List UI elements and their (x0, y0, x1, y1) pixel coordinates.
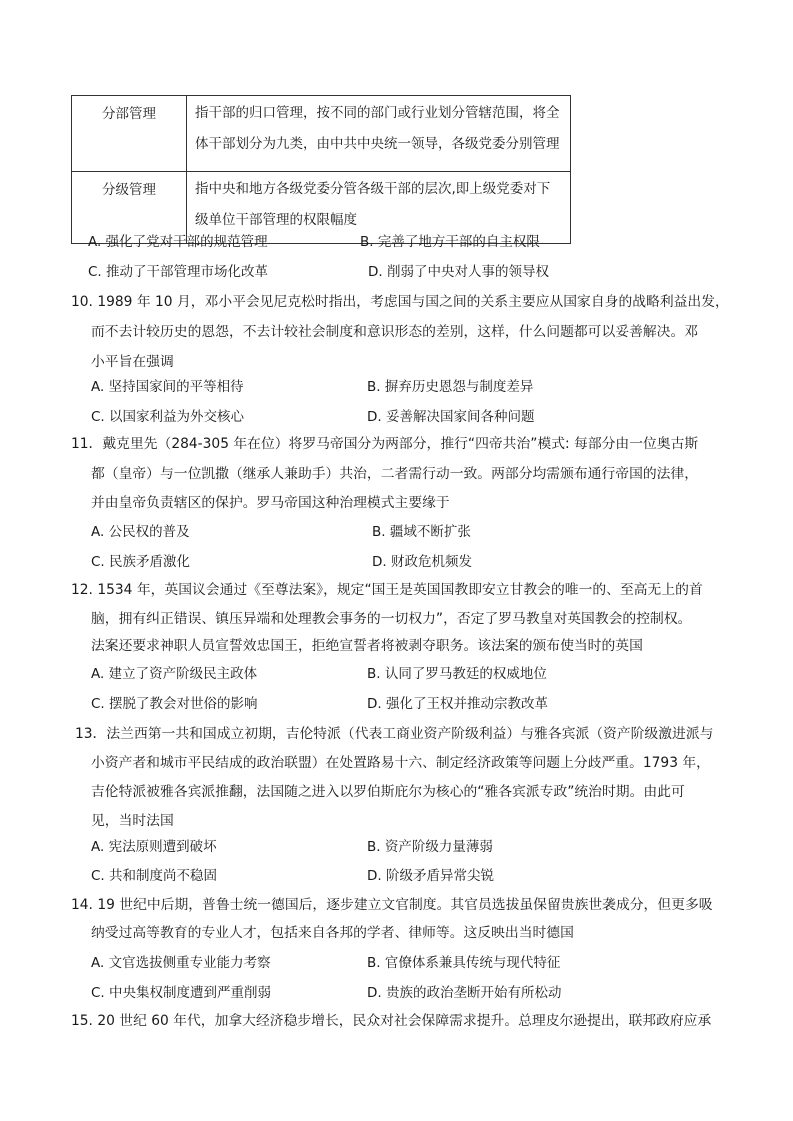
q11-option-c[interactable]: C. 民族矛盾激化 (91, 554, 191, 570)
table-row (72, 96, 571, 172)
question-line: 法案还要求神职人员宣誓效忠国王，拒绝宣誓者将被剥夺职务。该法案的颁布使当时的英国 (91, 638, 643, 654)
question-line: 13．法兰西第一共和国成立初期，吉伦特派（代表工商业资产阶级利益）与雅各宾派（资产阶级激进派与 (75, 726, 714, 742)
question-line: 脑，拥有纠正错误、镇压异端和处理教会事务的一切权力”，否定了罗马教皇对英国教会的控制权。 (91, 611, 692, 627)
question-line: 都（皇帝）与一位凯撒（继承人兼助手）共治，二者需行动一致。两部分均需颁布通行帝国的法律， (91, 466, 699, 482)
q10-option-a[interactable]: A. 坚持国家间的平等相待 (91, 379, 244, 395)
question-line: 12. 1534 年，英国议会通过《至尊法案》，规定“国王是英国国教即安立甘教会的唯一的、至高无上的首 (71, 582, 703, 598)
q11-option-b[interactable]: B. 疆域不断扩张 (372, 524, 471, 540)
question-line: 纳受过高等教育的专业人才，包括来自各邦的学者、律师等。这反映出当时德国 (91, 925, 574, 941)
q12-option-c[interactable]: C. 摆脱了教会对世俗的影响 (91, 696, 258, 712)
cadre-management-table (71, 95, 571, 244)
q14-option-b[interactable]: B. 官僚体系兼具传统与现代特征 (367, 955, 561, 971)
q13-option-d[interactable]: D. 阶级矛盾异常尖锐 (367, 868, 494, 884)
q12-option-d[interactable]: D. 强化了王权并推动宗教改革 (367, 696, 548, 712)
q13-option-a[interactable]: A. 宪法原则遭到破坏 (91, 839, 217, 855)
question-line: 吉伦特派被雅各宾派推翻，法国随之进入以罗伯斯庇尔为核心的“雅各宾派专政”统治时期。由此可 (91, 784, 685, 800)
q13-option-b[interactable]: B. 资产阶级力量薄弱 (367, 839, 493, 855)
q10-option-c[interactable]: C. 以国家利益为外交核心 (91, 409, 245, 425)
table-term-cell: 分部管理 (72, 96, 187, 172)
question-line: 11．戴克里先（284-305 年在位）将罗马帝国分为两部分，推行“四帝共治”模式: 每部分由一位奥古斯 (71, 436, 699, 452)
q9-option-a[interactable]: A. 强化了党对干部的规范管理 (88, 234, 268, 250)
q9-option-b[interactable]: B. 完善了地方干部的自主权限 (360, 234, 540, 250)
q11-option-d[interactable]: D. 财政危机频发 (372, 554, 472, 570)
question-line: 15. 20 世纪 60 年代，加拿大经济稳步增长，民众对社会保障需求提升。总理皮尔逊提出，联邦政府应承 (71, 1013, 712, 1029)
q14-option-a[interactable]: A. 文官选拔侧重专业能力考察 (91, 955, 271, 971)
question-line: 而不去计较历史的恩怨，不去计较社会制度和意识形态的差别，这样，什么问题都可以妥善解决。邓 (91, 324, 699, 340)
q12-option-a[interactable]: A. 建立了资产阶级民主政体 (91, 666, 258, 682)
table-desc-line: 级单位干部管理的权限幅度 (195, 212, 357, 228)
q9-option-c[interactable]: C. 推动了干部管理市场化改革 (88, 264, 269, 280)
question-line: 10. 1989 年 10 月，邓小平会见尼克松时指出，考虑国与国之间的关系主要应从国家自身的战略利益出发， (71, 294, 729, 310)
q10-option-d[interactable]: D. 妥善解决国家间各种问题 (367, 409, 535, 425)
q13-option-c[interactable]: C. 共和制度尚不稳固 (91, 868, 218, 884)
question-line: 小平旨在强调 (91, 354, 174, 370)
table-desc-cell (187, 96, 571, 172)
q14-option-c[interactable]: C. 中央集权制度遭到严重削弱 (91, 985, 272, 1001)
question-line: 并由皇帝负责辖区的保护。罗马帝国这种治理模式主要缘于 (91, 495, 450, 511)
q9-option-d[interactable]: D. 削弱了中央对人事的领导权 (368, 264, 549, 280)
question-line: 见，当时法国 (91, 813, 174, 829)
table-desc-line: 指中央和地方各级党委分管各级干部的层次,即上级党委对下 (195, 181, 551, 197)
question-line: 14. 19 世纪中后期，普鲁士统一德国后，逐步建立文官制度。其官员选拔虽保留贵族世袭成分，但更多吸 (71, 897, 713, 913)
table-term-cell: 分级管理 (72, 172, 187, 244)
q12-option-b[interactable]: B. 认同了罗马教廷的权威地位 (367, 666, 547, 682)
table-desc-line: 指干部的归口管理，按不同的部门或行业划分管辖范围，将全 (195, 105, 560, 121)
table-desc-line: 体干部划分为九类，由中共中央统一领导，各级党委分别管理 (195, 136, 560, 152)
q14-option-d[interactable]: D. 贵族的政治垄断开始有所松动 (367, 985, 562, 1001)
q11-option-a[interactable]: A. 公民权的普及 (91, 524, 190, 540)
q10-option-b[interactable]: B. 摒弃历史恩怨与制度差异 (367, 379, 534, 395)
question-line: 小资产者和城市平民结成的政治联盟）在处置路易十六、制定经济政策等问题上分歧严重。1793 年， (91, 755, 710, 771)
